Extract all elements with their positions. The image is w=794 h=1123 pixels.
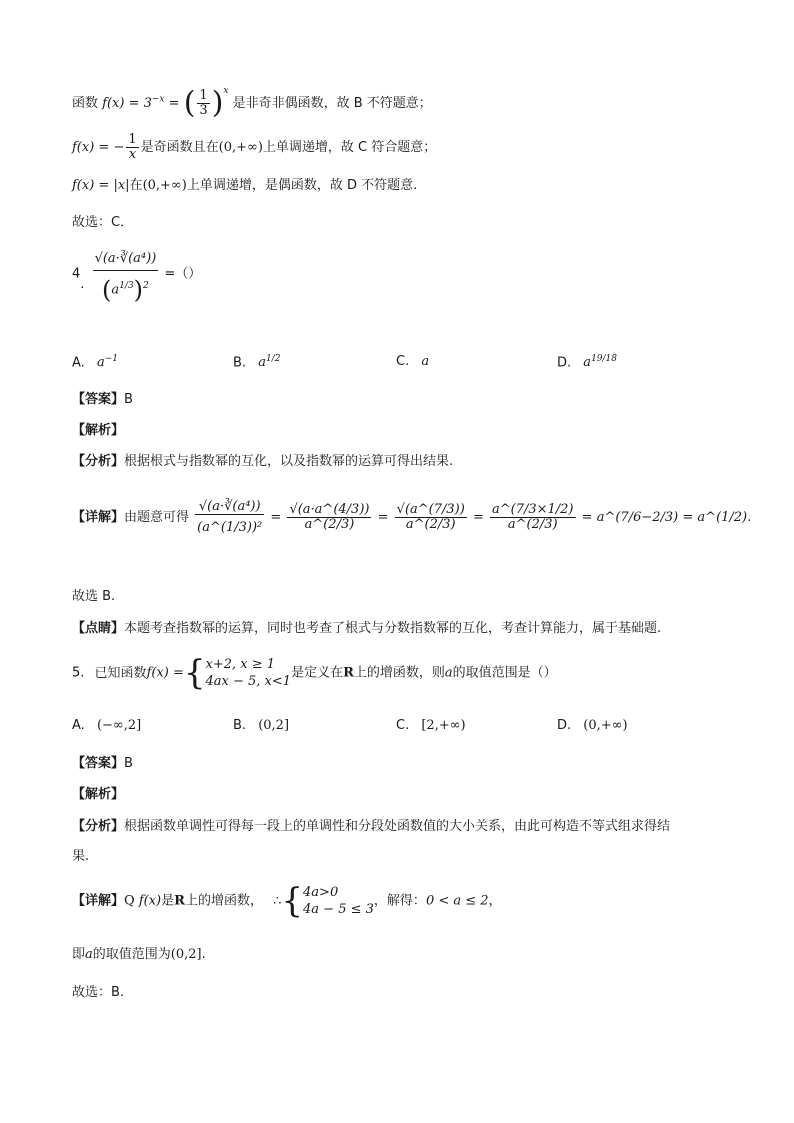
- conclusion-c: [72, 214, 133, 232]
- option-label: B.: [233, 355, 247, 371]
- math-fx: f(x) =: [146, 665, 184, 681]
- math-exp-x: x: [223, 86, 229, 96]
- dianjing-tag: 【点睛】: [72, 621, 125, 636]
- text: 在: [129, 178, 143, 193]
- numerator: a^(7/3×1/2): [491, 502, 574, 517]
- q4-option-a[interactable]: [72, 354, 118, 370]
- text: ，: [488, 893, 502, 909]
- dianjing-text: 本题考查指数幂的运算，同时也考查了根式与分数指数幂的互化，考查计算能力，属于基础题.: [124, 621, 662, 636]
- question-lead: 已知函数: [94, 665, 147, 681]
- text: 函数: [72, 96, 99, 111]
- text: 上单调递增，是偶函数，故 D 不符题意.: [186, 178, 418, 193]
- text: .: [201, 947, 206, 962]
- step4-fraction: [490, 503, 576, 532]
- numerator: 1: [199, 88, 208, 103]
- text: 上单调递增，故 C 符合题意；: [262, 140, 437, 155]
- den-pow: 2: [143, 281, 149, 291]
- question-number: 4: [72, 266, 81, 282]
- option-label: C.: [396, 718, 410, 733]
- paren: (: [102, 275, 112, 304]
- math-eq: =: [168, 96, 180, 111]
- option-label: B.: [233, 718, 247, 733]
- q5-option-d[interactable]: [557, 718, 628, 733]
- conclusion-text: 故选：B.: [72, 985, 125, 1000]
- set-R: R: [174, 893, 185, 909]
- var-a: a: [444, 665, 453, 681]
- question-tail: =（）: [164, 266, 202, 282]
- therefore-symbol: ∴: [273, 893, 282, 909]
- q4-option-c[interactable]: [396, 354, 429, 369]
- q4-fenxi: [72, 453, 453, 471]
- answer-value: B: [124, 756, 133, 771]
- q5-conclusion: [72, 984, 124, 1002]
- text: 是: [161, 893, 175, 909]
- q5-fenxi-cont: [72, 848, 89, 866]
- math-fx: f(x) = |x|: [72, 178, 130, 193]
- line-fx-neg-recip: [72, 133, 436, 162]
- step2-fraction: [287, 503, 371, 532]
- text: 的取值范围为: [92, 947, 171, 962]
- numerator: √(a·∛(a⁴)): [195, 500, 264, 515]
- math-fx: f(x) = 3: [102, 96, 152, 111]
- text: 故选：C．: [72, 215, 134, 230]
- left-brace: {: [281, 881, 304, 921]
- paren-left: (: [183, 85, 196, 121]
- xiangjie-lead: 由题意可得: [124, 510, 190, 525]
- denominator: x: [128, 147, 137, 162]
- option-value: a: [96, 355, 105, 371]
- q5-option-b[interactable]: [233, 718, 289, 733]
- numerator: 1: [128, 132, 137, 147]
- math-fx: f(x): [138, 893, 162, 909]
- line-fx-abs: [72, 177, 417, 195]
- piecewise-cases: [206, 656, 292, 690]
- question-number: 5.: [72, 665, 85, 681]
- denominator: a^(2/3): [304, 517, 355, 532]
- analysis-tag: 【解析】: [72, 787, 125, 802]
- tail-b: 上的增函数，则: [353, 665, 445, 681]
- math-exp: −x: [151, 94, 165, 105]
- q5-ji: [72, 946, 206, 964]
- inequality-system: [303, 884, 374, 918]
- text: 上的增函数，: [184, 893, 263, 909]
- answer-tag: 【答案】: [72, 392, 125, 407]
- step6: a^(1/2): [697, 510, 748, 525]
- q4-analysis-tag: [72, 422, 124, 440]
- conclusion-text: 故选 B.: [72, 589, 116, 604]
- answer-value: B: [124, 392, 133, 407]
- step1-fraction: [195, 500, 264, 535]
- denominator: $(a^{1/3})^2$: [102, 275, 149, 304]
- fenxi-tag: 【分析】: [72, 454, 125, 469]
- option-value: (0,2]: [258, 718, 290, 733]
- interval: (0,2]: [170, 947, 202, 962]
- tail-a: 是定义在: [291, 665, 344, 681]
- eq: =: [377, 510, 389, 525]
- q4-option-b[interactable]: [233, 354, 280, 370]
- text: ，解得：: [373, 893, 426, 909]
- q5-option-a[interactable]: [72, 718, 141, 733]
- fenxi-text-cont: 果.: [72, 849, 90, 864]
- option-label: D.: [557, 355, 572, 371]
- option-value: a: [258, 355, 266, 371]
- text: 即: [72, 947, 86, 962]
- denominator: (a^(1/3))²: [197, 520, 263, 535]
- xiangjie-tag: 【详解】: [72, 893, 125, 909]
- option-value: (0,+∞): [583, 718, 628, 733]
- math-fx: f(x) = −: [72, 140, 125, 155]
- numerator: √(a·∛(a⁴)): [93, 252, 159, 271]
- interval: (0,+∞): [142, 178, 187, 193]
- fraction-one-over-x: [126, 133, 138, 162]
- q4-xiangjie: [72, 500, 751, 535]
- end-dot: .: [747, 510, 752, 525]
- option-value: a: [583, 355, 592, 371]
- tail-c: 的取值范围是（）: [452, 665, 557, 681]
- paren-right: ): [211, 85, 224, 121]
- text: 是奇函数且在: [140, 140, 219, 155]
- q5-fenxi: [72, 818, 670, 836]
- step5: a^(7/6−2/3): [596, 510, 679, 525]
- q5-xiangjie: [72, 881, 502, 921]
- question-4: [72, 251, 202, 304]
- analysis-tag: 【解析】: [72, 423, 125, 438]
- case-1: x+2, x ≥ 1: [205, 657, 276, 672]
- option-exp: 19/18: [591, 354, 617, 364]
- option-label: A.: [72, 718, 85, 733]
- option-label: A.: [72, 355, 85, 371]
- q5-option-c[interactable]: [396, 718, 466, 733]
- fenxi-text: 根据根式与指数幂的互化，以及指数幂的运算可得出结果.: [124, 454, 454, 469]
- den-exp: 1/3: [119, 281, 134, 291]
- case-2: 4ax − 5, x<1: [205, 674, 292, 689]
- result: 0 < a ≤ 2: [425, 893, 489, 909]
- q4-dianjing: [72, 620, 661, 638]
- set-R: R: [343, 665, 354, 681]
- denominator: a^(2/3): [405, 517, 456, 532]
- xiangjie-tag: 【详解】: [72, 510, 125, 525]
- var-a: a: [85, 947, 93, 962]
- eq: =: [472, 510, 484, 525]
- fenxi-tag: 【分析】: [72, 819, 125, 834]
- ineq-2: 4a − 5 ≤ 3: [303, 902, 374, 917]
- option-value: a: [421, 354, 430, 369]
- paren: ): [133, 275, 144, 304]
- q-symbol: Q: [124, 893, 135, 909]
- eq: =: [581, 510, 593, 525]
- denominator: a^(2/3): [507, 517, 558, 532]
- fenxi-text: 根据函数单调性可得每一段上的单调性和分段处函数值的大小关系，由此可构造不等式组求得结: [124, 819, 671, 834]
- option-value: (−∞,2]: [96, 718, 142, 733]
- option-exp: −1: [104, 354, 118, 364]
- question-dot: .: [80, 277, 85, 293]
- q5-analysis-tag: [72, 786, 124, 804]
- q5-answer: [72, 755, 133, 773]
- denominator: 3: [199, 103, 208, 118]
- question-5: [72, 653, 557, 693]
- interval: (0,+∞): [218, 140, 263, 155]
- option-label: C.: [396, 354, 410, 369]
- left-brace: {: [183, 653, 206, 693]
- option-exp: 1/2: [265, 354, 281, 364]
- q4-conclusion: [72, 588, 115, 606]
- text: 是非奇非偶函数，故 B 不符题意；: [232, 96, 432, 111]
- answer-tag: 【答案】: [72, 756, 125, 771]
- q4-answer: [72, 391, 133, 409]
- option-value: [2,+∞): [421, 718, 466, 733]
- numerator: √(a·a^(4/3)): [289, 502, 370, 517]
- fraction-one-third: [197, 89, 209, 118]
- q4-fraction: [93, 251, 159, 304]
- eq: =: [270, 510, 282, 525]
- step3-fraction: [395, 503, 467, 532]
- q4-option-d[interactable]: [557, 354, 617, 370]
- ineq-1: 4a>0: [303, 885, 339, 900]
- option-label: D.: [557, 718, 572, 733]
- line-fx-3x: [72, 82, 432, 121]
- numerator: √(a^(7/3)): [396, 502, 465, 517]
- eq: =: [682, 510, 694, 525]
